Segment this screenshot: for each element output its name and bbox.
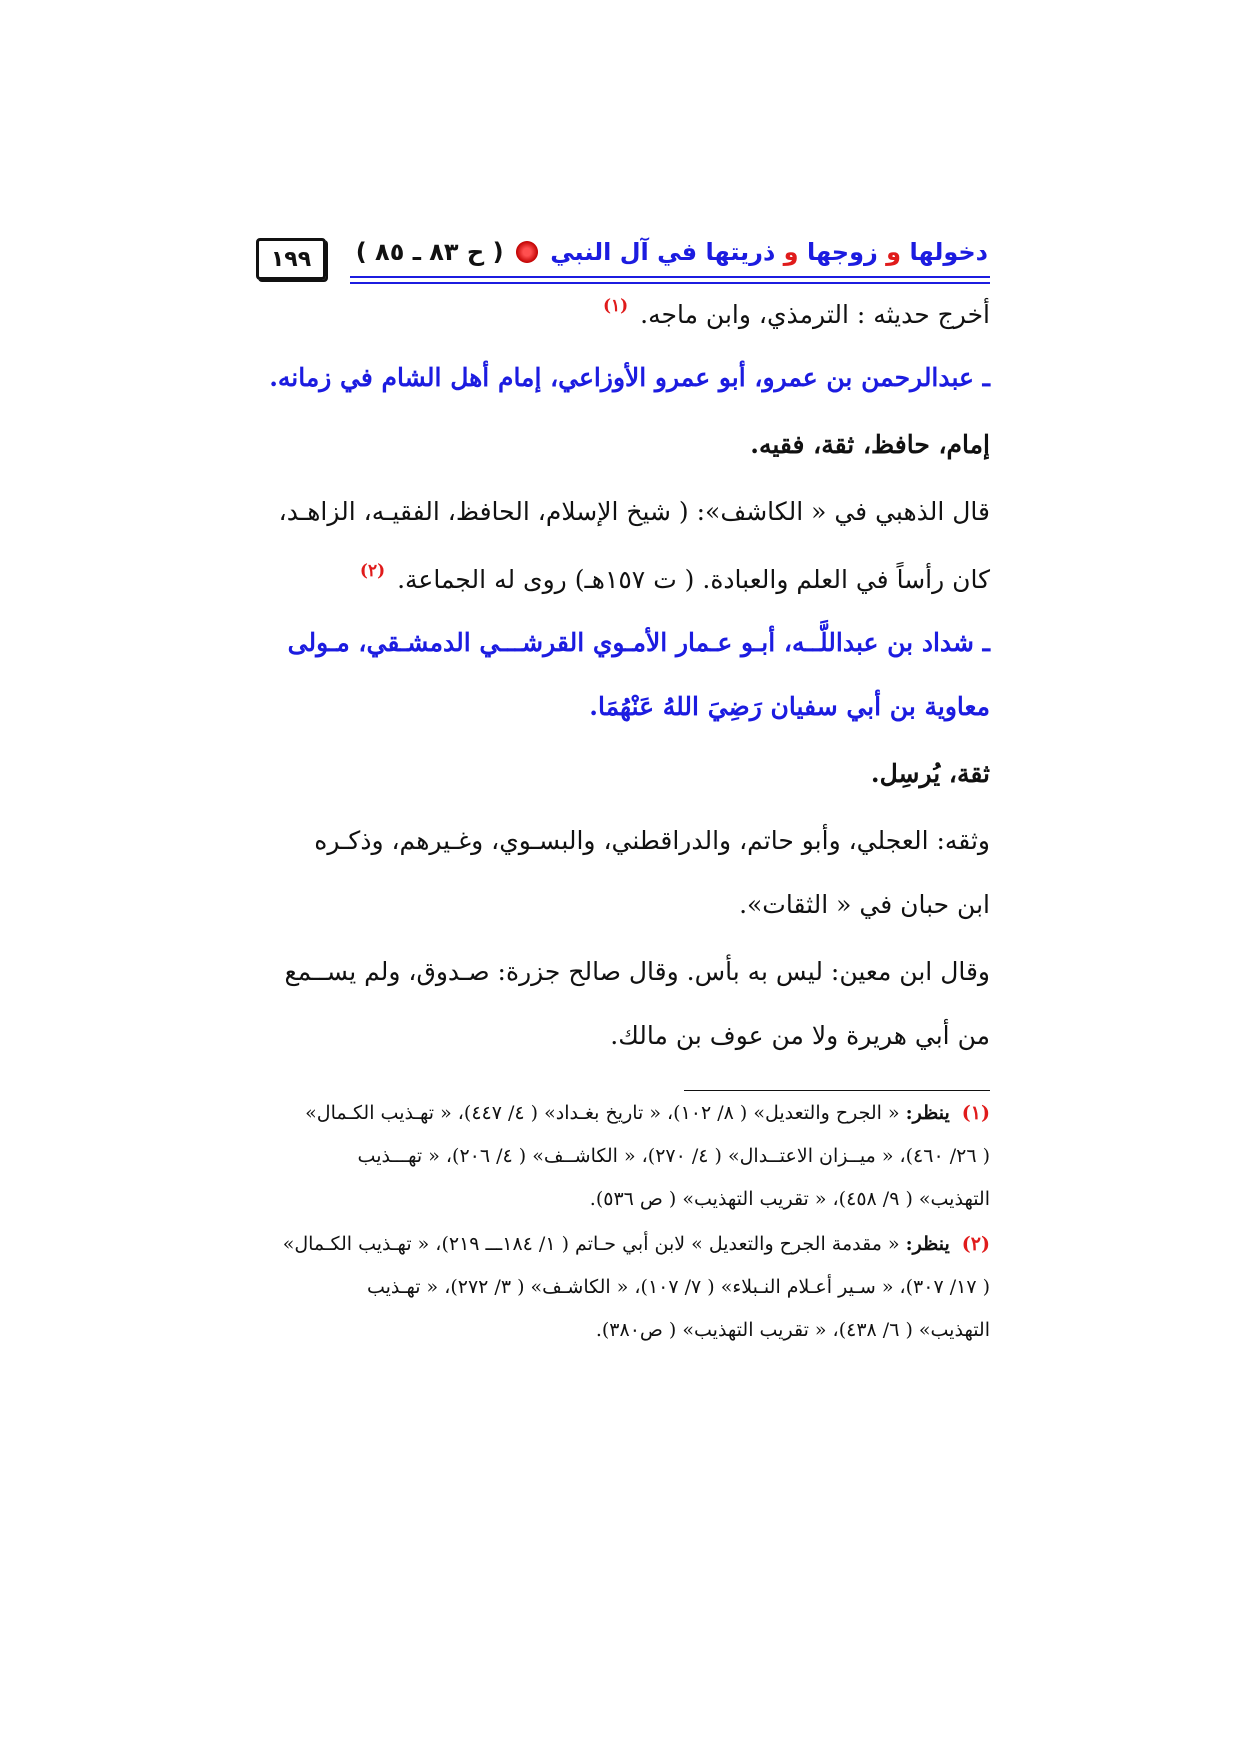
footnote-1-line-1: [305, 1102, 990, 1124]
title-part-1: دخولها: [909, 238, 988, 266]
footnote-1-label: ينظر:: [905, 1102, 950, 1124]
footnote-2-line-1: [283, 1233, 990, 1255]
narrator-heading-2b: معاوية بن أبي سفيان رَضِيَ اللهُ عَنْهُمَا.: [589, 692, 990, 721]
footnote-2-line-3: التهذيب» ( ٦/ ٤٣٨)، « تقريب التهذيب» ( ص٣٨٠).: [595, 1319, 990, 1341]
header-rule-bottom: [350, 282, 990, 284]
line1-text: أخرج حديثه : الترمذي، وابن ماجه.: [640, 300, 990, 329]
paragraph-2-line-2: ابن حبان في « الثقات».: [739, 890, 990, 919]
footnote-separator: [684, 1090, 990, 1091]
footnote-ref-2: (٢): [359, 561, 386, 581]
footnote-ref-1: (١): [602, 296, 629, 316]
narrator-grade-1: إمام، حافظ، ثقة، فقيه.: [750, 430, 990, 459]
running-title: [356, 238, 988, 266]
text-line: [599, 296, 990, 329]
title-part-2: و: [877, 238, 902, 266]
narrator-grade-2: ثقة، يُرسِل.: [870, 759, 990, 788]
paragraph-3-line-1: وقال ابن معين: ليس به بأس. وقال صالح جزرة: صـدوق، ولم يســمع: [284, 957, 990, 986]
title-part-3: زوجها: [806, 238, 878, 266]
title-part-4: و: [775, 238, 799, 266]
header-rule-top: [350, 276, 990, 278]
quote-line-2: [356, 561, 990, 594]
title-part-6: ( ح ٨٣ ـ ٨٥ ): [355, 238, 504, 266]
narrator-heading-1: ـ عبدالرحمن بن عمرو، أبو عمرو الأوزاعي، إمام أهل الشام في زمانه.: [269, 363, 990, 392]
quote-line-1: قال الذهبي في « الكاشف»: ( شيخ الإسلام، الحافظ، الفقيـه، الزاهـد،: [278, 497, 990, 526]
footnote-1-text: « الجرح والتعديل» ( ٨/ ١٠٢)، « تاريخ بغـداد» ( ٤/ ٤٤٧)، « تهـذيب الكـمال»: [305, 1102, 900, 1124]
paragraph-3-line-2: من أبي هريرة ولا من عوف بن مالك.: [610, 1021, 990, 1050]
paragraph-2-line-1: وثقه: العجلي، وأبو حاتم، والدراقطني، والبسـوي، وغـيرهم، وذكـره: [314, 826, 990, 855]
footnote-2-label: ينظر:: [905, 1233, 950, 1255]
narrator-heading-2a: ـ شداد بن عبداللَّــه، أبـو عـمار الأمـوي القرشـــي الدمشـقي، مـولى: [287, 628, 990, 657]
footnote-1-number: (١): [961, 1102, 990, 1124]
honorific-seal-icon: [516, 241, 538, 263]
footnote-1-line-3: التهذيب» ( ٩/ ٤٥٨)، « تقريب التهذيب» ( ص ٥٣٦).: [589, 1188, 990, 1210]
footnote-2-number: (٢): [961, 1233, 990, 1255]
title-part-5: ذريتها في آل النبي: [550, 238, 776, 266]
footnote-1-line-2: ( ٢٦/ ٤٦٠)، « ميــزان الاعتــدال» ( ٤/ ٢٧٠)، « الكاشــف» ( ٤/ ٢٠٦)، « تهـــذيب: [357, 1145, 990, 1167]
footnote-2-text: « مقدمة الجرح والتعديل » لابن أبي حـاتم ( ١/ ١٨٤ـــ ٢١٩)، « تهـذيب الكـمال»: [282, 1233, 900, 1255]
page-number: ١٩٩: [270, 246, 312, 272]
quote-line-2-text: كان رأساً في العلم والعبادة. ( ت ١٥٧هـ) روى له الجماعة.: [397, 565, 990, 594]
footnote-2-line-2: ( ١٧/ ٣٠٧)، « سـير أعـلام النـبلاء» ( ٧/ ١٠٧)، « الكاشـف» ( ٣/ ٢٧٢)، « تهـذيب: [366, 1276, 990, 1298]
page-number-box: [256, 238, 326, 280]
